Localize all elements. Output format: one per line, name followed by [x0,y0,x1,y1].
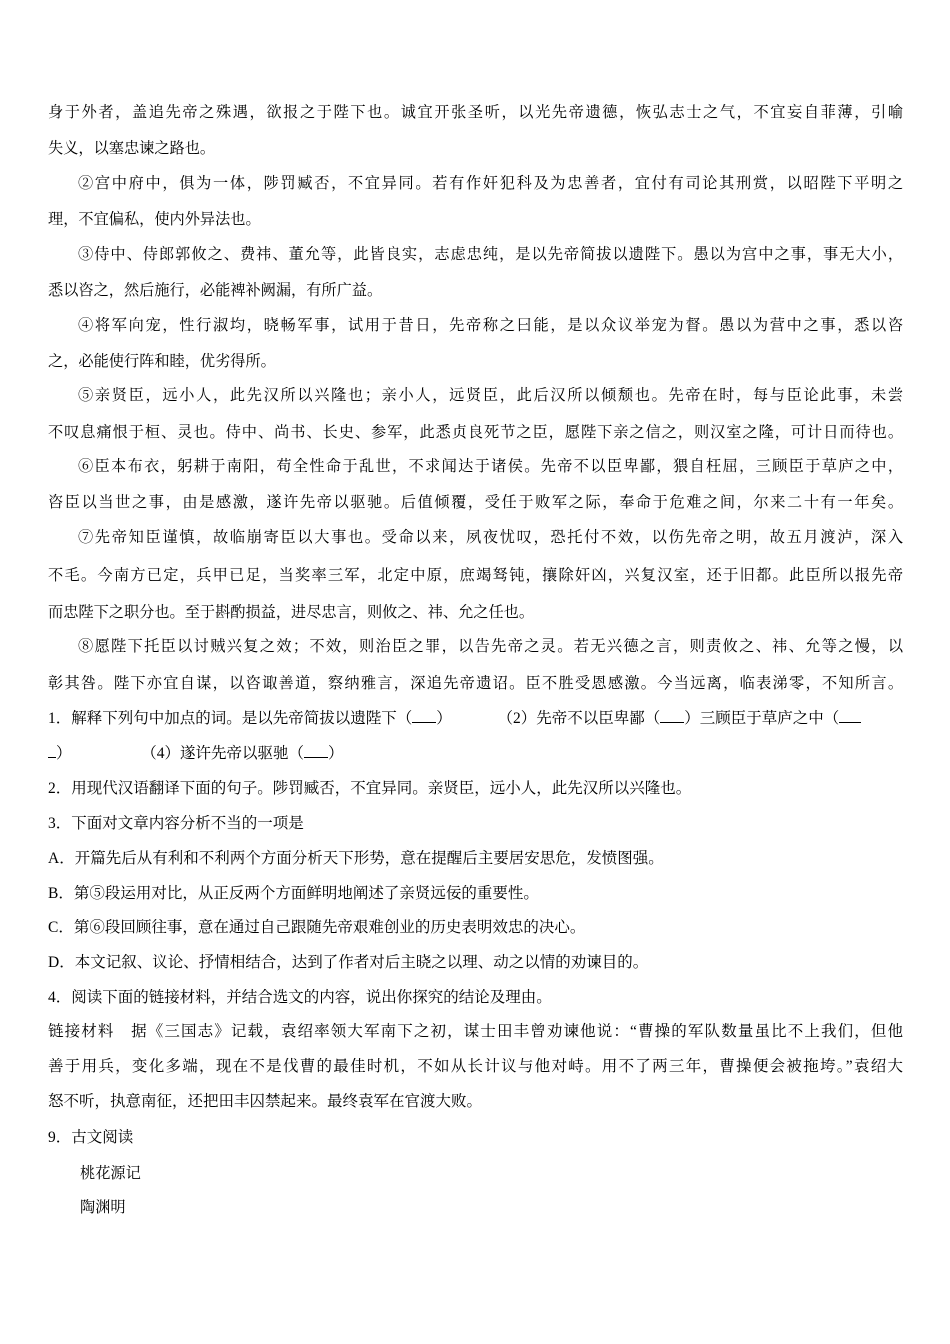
link-material: 怒不听，执意南征，还把田丰囚禁起来。最终袁军在官渡大败。 [48,1093,483,1110]
paragraph-5: ⑤亲贤臣，远小人，此先汉所以兴隆也；亲小人，远贤臣，此后汉所以倾颓也。先帝在时，每与臣论此事，未尝 [78,386,903,404]
question-2: 2．用现代汉语翻译下面的句子。陟罚臧否，不宜异同。亲贤臣，远小人，此先汉所以兴隆也。 [48,780,692,797]
answer-blank[interactable] [304,743,328,764]
paragraph-2: ②宫中府中，俱为一体，陟罚臧否，不宜异同。若有作奸犯科及为忠善者，宜付有司论其刑赏，以昭陛下平明之 [78,174,903,192]
paragraph-4: ④将军向宠，性行淑均，晓畅军事，试用于昔日，先帝称之曰能，是以众议举宠为督。愚以为营中之事，悉以咨 [78,316,903,334]
paragraph-7: ⑦先帝知臣谨慎，故临崩寄臣以大事也。受命以来，夙夜忧叹，恐托付不效，以伤先帝之明，故五月渡泸，深入 [78,528,903,546]
passage-line: 身于外者，盖追先帝之殊遇，欲报之于陛下也。诚宜开张圣听，以光先帝遗德，恢弘志士之气，不宜妄自菲薄，引喻 [48,103,903,121]
option-d: D．本文记叙、议论、抒情相结合，达到了作者对后主晓之以理、动之以情的劝谏目的。 [48,954,649,971]
answer-blank[interactable] [660,708,684,729]
question-4: 4．阅读下面的链接材料，并结合选文的内容，说出你探究的结论及理由。 [48,989,552,1006]
poem-title: 桃花源记 [80,1164,141,1182]
question-9: 9．古文阅读 [48,1129,134,1146]
passage-line: 悉以咨之，然后施行，必能裨补阙漏，有所广益。 [48,281,383,299]
question-1: 1．解释下列句中加点的词。是以先帝简拔以遗陛下（ ） （2）先帝不以臣卑鄙（ ）三顾臣于草庐之中（ [48,708,861,729]
question-1-cont: ） （4）遂许先帝以驱驰（ ） [48,743,344,764]
question-3: 3．下面对文章内容分析不当的一项是 [48,815,304,832]
option-c: C．第⑥段回顾往事，意在通过自己跟随先帝艰难创业的历史表明效忠的决心。 [48,919,586,936]
paragraph-6: ⑥臣本布衣，躬耕于南阳，苟全性命于乱世，不求闻达于诸侯。先帝不以臣卑鄙，猥自枉屈，三顾臣于草庐之中， [78,457,903,475]
passage-line: 理，不宜偏私，使内外异法也。 [48,210,261,228]
link-material: 善于用兵，变化多端，现在不是伐曹的最佳时机，不如从长计议与他对峙。用不了两三年，曹操便会被拖垮。”袁绍大 [48,1058,903,1075]
passage-line: 而忠陛下之职分也。至于斟酌损益，进尽忠言，则攸之、祎、允之任也。 [48,603,534,621]
answer-blank[interactable] [48,743,56,764]
answer-blank[interactable] [412,708,436,729]
poem-author: 陶渊明 [80,1198,126,1216]
option-a: A．开篇先后从有利和不利两个方面分析天下形势，意在提醒后主要居安思危，发愤图强。 [48,850,664,867]
passage-line: 咨臣以当世之事，由是感激，遂许先帝以驱驰。后值倾覆，受任于败军之际，奉命于危难之间，尔来二十有一年矣。 [48,493,903,511]
link-material: 链接材料 据《三国志》记载，袁绍率领大军南下之初，谋士田丰曾劝谏他说：“曹操的军队数量虽比不上我们，但他 [48,1023,903,1040]
passage-line: 失义，以塞忠谏之路也。 [48,139,216,157]
passage-line: 彰其咎。陛下亦宜自谋，以咨诹善道，察纳雅言，深追先帝遗诏。臣不胜受恩感激。今当远离，临表涕零，不知所言。 [48,674,903,692]
answer-blank[interactable] [839,708,861,729]
paragraph-8: ⑧愿陛下托臣以讨贼兴复之效；不效，则治臣之罪，以告先帝之灵。若无兴德之言，则责攸之、祎、允等之慢，以 [78,637,903,655]
passage-line: 之，必能使行阵和睦，优劣得所。 [48,352,276,370]
option-b: B．第⑤段运用对比，从正反两个方面鲜明地阐述了亲贤远佞的重要性。 [48,885,539,902]
passage-line: 不叹息痛恨于桓、灵也。侍中、尚书、长史、参军，此悉贞良死节之臣，愿陛下亲之信之，则汉室之隆，可计日而待也。 [48,423,903,441]
passage-line: 不毛。今南方已定，兵甲已足，当奖率三军，北定中原，庶竭驽钝，攘除奸凶，兴复汉室，还于旧都。此臣所以报先帝 [48,566,903,584]
paragraph-3: ③侍中、侍郎郭攸之、费祎、董允等，此皆良实，志虑忠纯，是以先帝简拔以遗陛下。愚以为宫中之事，事无大小， [78,245,903,263]
